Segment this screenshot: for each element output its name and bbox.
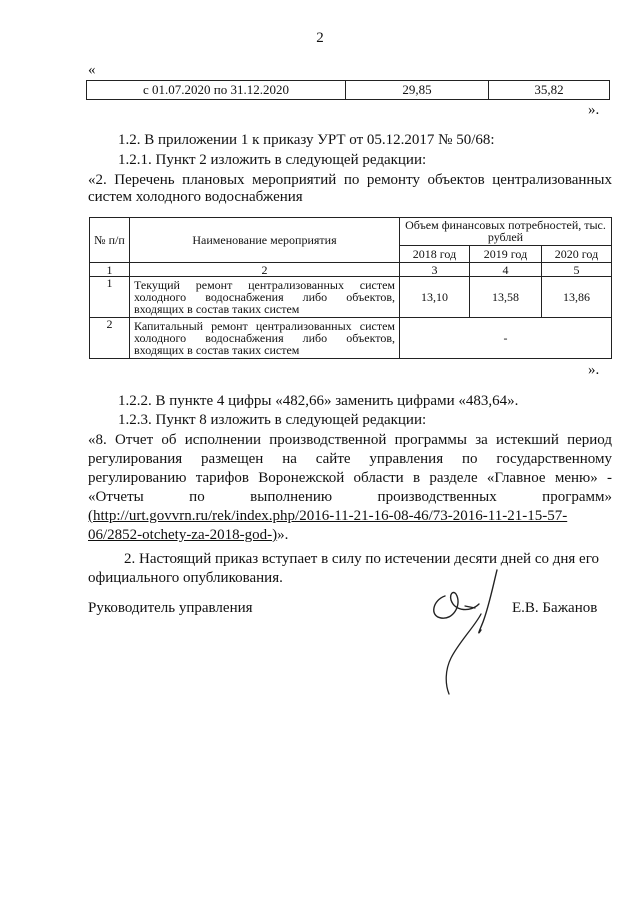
report-link-part1[interactable]: (http://urt.govvrn.ru/rek/index.php/2016-11-21-16-08-46/73-2016-11-21-15-57- [88, 508, 568, 524]
table-row [87, 81, 610, 100]
paragraph-8-tail: ». [277, 527, 289, 543]
table-row [90, 218, 612, 246]
paragraph-1-2-3: 1.2.3. Пункт 8 изложить в следующей редакции: [118, 412, 427, 428]
table-row [90, 318, 612, 359]
table-row [90, 277, 612, 318]
opening-quote: « [88, 62, 96, 78]
paragraph-2-final-line1: 2. Настоящий приказ вступает в силу по истечении десяти дней со дня его [124, 551, 599, 567]
paragraph-1-2-2: 1.2.2. В пункте 4 цифры «482,66» заменить цифрами «483,64». [118, 393, 519, 409]
column-number-cell: 4 [470, 263, 542, 277]
tariff-value-cell: 35,82 [489, 81, 610, 100]
row-name-cell: Капитальный ремонт централизованных систем холодного водоснабжения либо объектов, входящих в состав таких систем [130, 318, 400, 359]
header-year-cell: 2019 год [470, 245, 542, 262]
column-number-cell: 5 [542, 263, 612, 277]
header-volume-cell: Объем финансовых потребностей, тыс. рублей [400, 218, 612, 246]
column-number-cell: 2 [130, 263, 400, 277]
paragraph-8-line2: регулирования размещен на сайте управления по государственному [88, 451, 612, 467]
paragraph-8-link-line2 [88, 527, 288, 544]
header-year-cell: 2020 год [542, 245, 612, 262]
tariff-table [86, 80, 610, 100]
paragraph-8-line4: «Отчеты по выполнению производственных программ» [88, 489, 612, 505]
paragraph-8-link-line1 [88, 508, 612, 525]
row-num-cell: 2 [90, 318, 130, 359]
header-num-cell: № п/п [90, 218, 130, 263]
row-num-cell: 1 [90, 277, 130, 318]
signer-title: Руководитель управления [88, 600, 253, 616]
table-row [90, 263, 612, 277]
signer-name: Е.В. Бажанов [512, 600, 598, 616]
paragraph-1-2-1: 1.2.1. Пункт 2 изложить в следующей редакции: [118, 152, 427, 168]
tariff-period-cell: с 01.07.2020 по 31.12.2020 [87, 81, 346, 100]
report-link-part2[interactable]: 06/2852-otchety-za-2018-god-) [88, 527, 278, 543]
paragraph-8-line3: регулированию тарифов Воронежской области в разделе «Главное меню» - [88, 470, 612, 486]
closing-quote: ». [588, 362, 600, 378]
handwritten-signature [415, 566, 535, 706]
page-number: 2 [316, 30, 324, 46]
row-name-cell: Текущий ремонт централизованных систем холодного водоснабжения либо объектов, входящих в состав таких систем [130, 277, 400, 318]
row-value-cell: 13,86 [542, 277, 612, 318]
column-number-cell: 3 [400, 263, 470, 277]
works-table [89, 217, 612, 359]
paragraph-2-final-line2: официального опубликования. [88, 570, 283, 586]
column-number-cell: 1 [90, 263, 130, 277]
paragraph-8-line1: «8. Отчет об исполнении производственной программы за истекший период [88, 432, 612, 448]
header-name-cell: Наименование мероприятия [130, 218, 400, 263]
header-year-cell: 2018 год [400, 245, 470, 262]
paragraph-2-title-line1: «2. Перечень плановых мероприятий по ремонту объектов централизованных [88, 172, 612, 188]
row-merged-value-cell: - [400, 318, 612, 359]
closing-quote: ». [588, 102, 600, 118]
paragraph-2-title-line2: систем холодного водоснабжения [88, 189, 303, 205]
paragraph-1-2: 1.2. В приложении 1 к приказу УРТ от 05.12.2017 № 50/68: [118, 132, 495, 148]
row-value-cell: 13,10 [400, 277, 470, 318]
tariff-value-cell: 29,85 [346, 81, 489, 100]
row-value-cell: 13,58 [470, 277, 542, 318]
